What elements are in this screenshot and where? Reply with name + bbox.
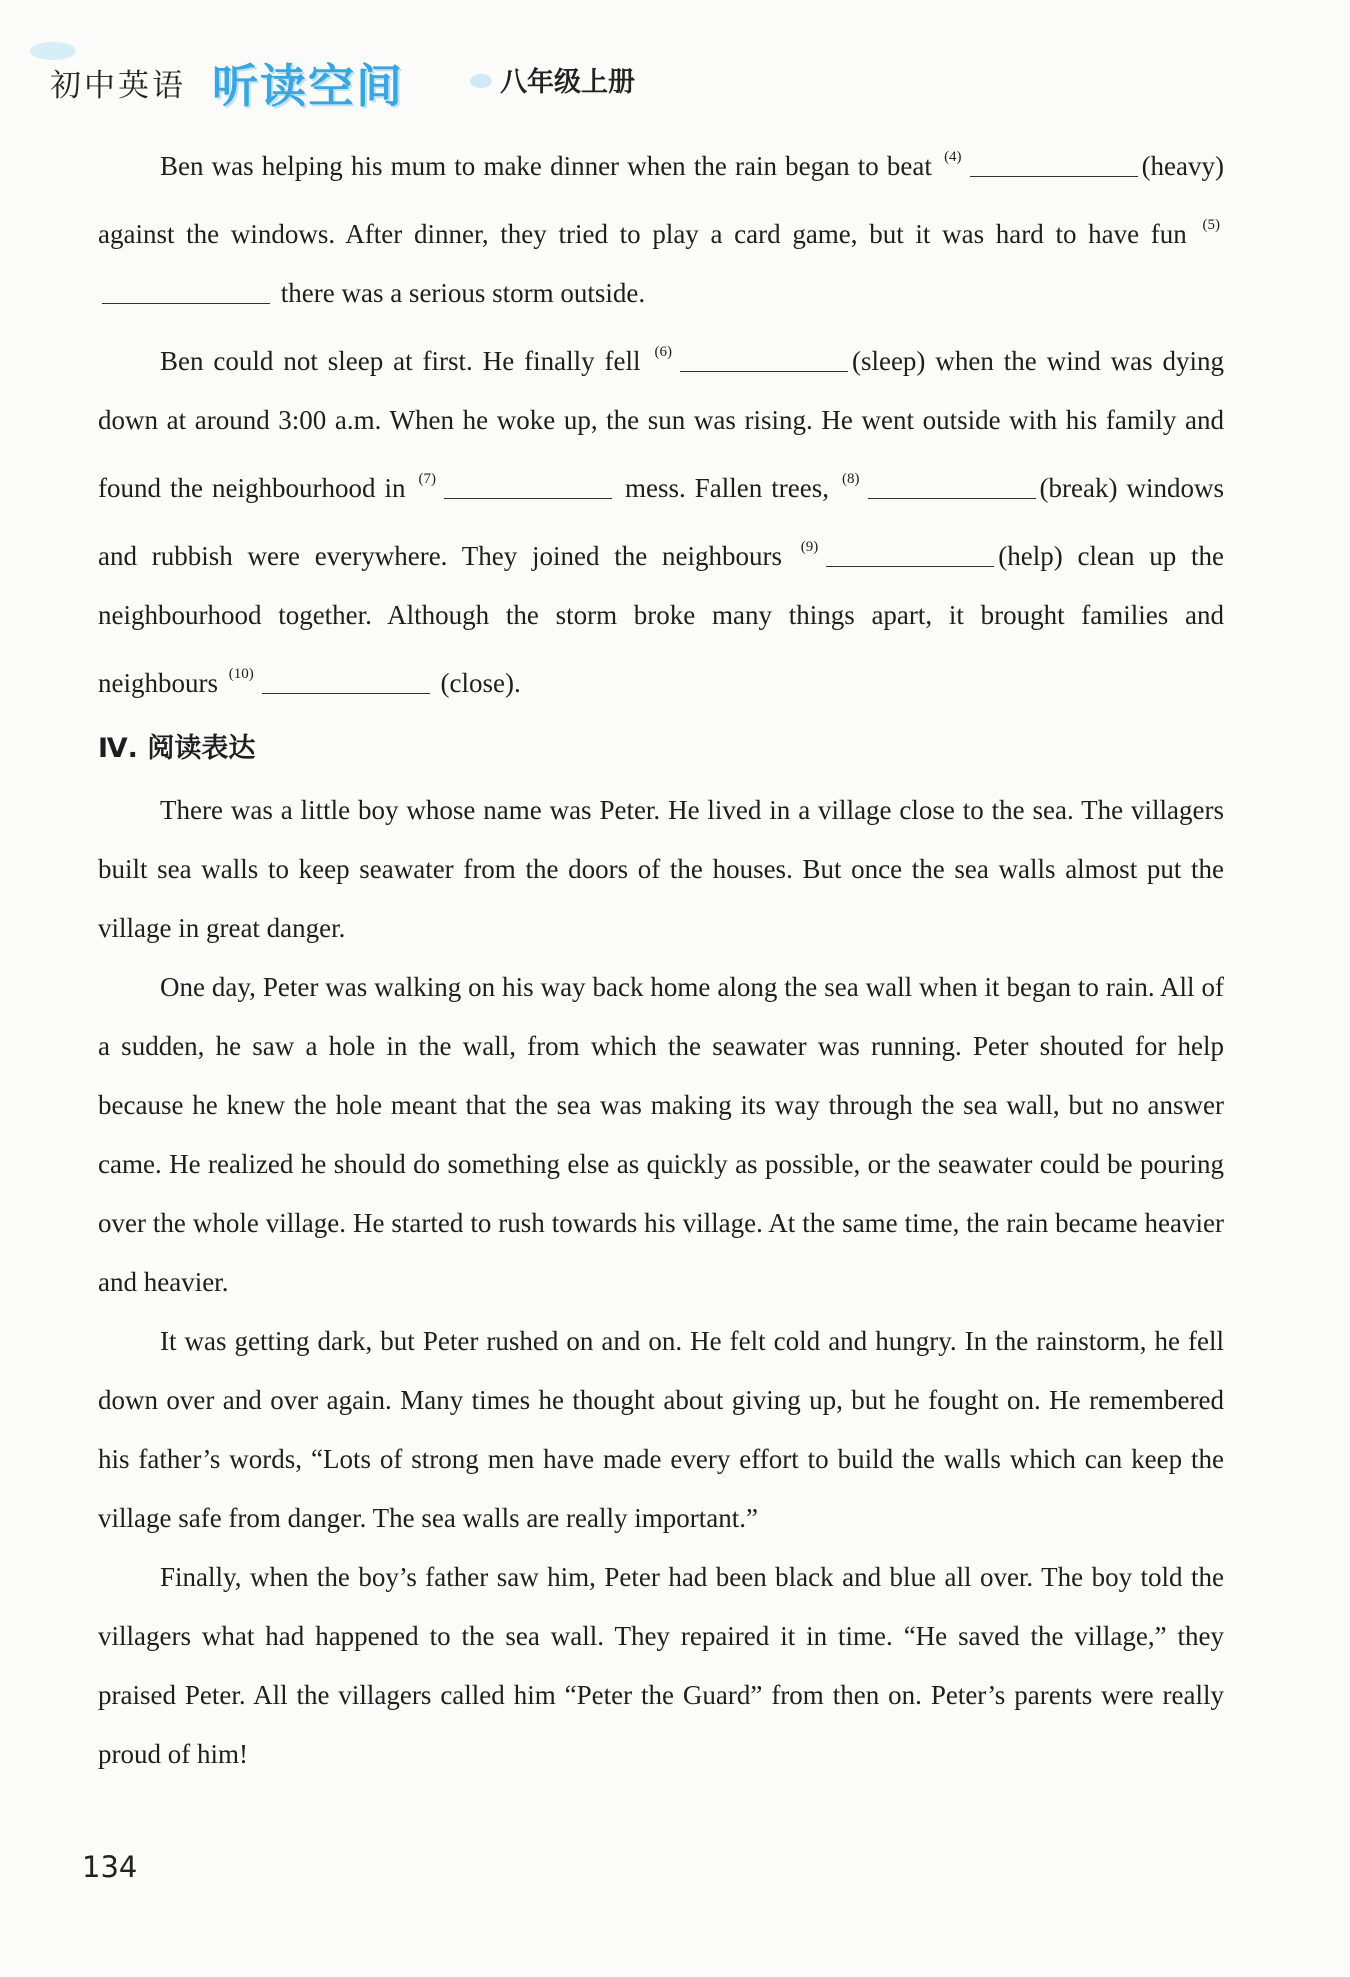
grade-label: 八年级上册 [500, 67, 635, 98]
hint-8: (break) [1039, 473, 1118, 503]
cloze-text: windows and rubbish were everywhere. They joined the neighbours [98, 473, 1225, 571]
reading-paragraph-3: It was getting dark, but Peter rushed on and on. He felt cold and hungry. In the rainstorm, he fell down over and over again. Many times he thought about giving up, but he fought on. He remembered his father’s words, “Lots of strong men have made every effort to build the walls which can keep the village safe from danger. The sea walls are really important.” [98, 1326, 1224, 1533]
cloze-text: clean up the neighbourhood together. Although the storm broke many things apart, it brought families and neighbours [98, 541, 1225, 698]
cloze-text: Ben was helping his mum to make dinner when the rain began to beat [160, 151, 932, 181]
cloze-text: against the windows. After dinner, they tried to play a card game, but it was hard to have fun [98, 219, 1187, 249]
blank-10[interactable] [262, 663, 430, 694]
reading-paragraph-4: Finally, when the boy’s father saw him, Peter had been black and blue all over. The boy told the villagers what had happened to the sea wall. They repaired it in time. “He saved the village,” they praised Peter. All the villagers called him “Peter the Guard” from then on. Peter’s parents were really proud of him! [98, 1562, 1224, 1769]
page-number: 134 [82, 1850, 138, 1884]
blank-9[interactable] [826, 536, 994, 567]
cloze-text: there was a serious storm outside. [280, 278, 646, 308]
section-4-title: Ⅳ. 阅读表达 [98, 733, 256, 764]
hint-9: (help) [998, 541, 1063, 571]
blank-number-10: (10) [228, 666, 254, 682]
cloze-paragraph-2 [98, 323, 1224, 713]
blank-number-8: (8) [842, 471, 860, 487]
cloze-text: mess. Fallen trees, [625, 473, 830, 503]
series-title: 初中英语 [50, 68, 186, 104]
blank-6[interactable] [680, 341, 848, 372]
blank-number-7: (7) [418, 471, 437, 487]
blank-5[interactable] [102, 273, 270, 304]
page-header [22, 38, 722, 113]
hint-10: (close). [440, 668, 521, 698]
reading-paragraph-1: There was a little boy whose name was Peter. He lived in a village close to the sea. The villagers built sea walls to keep seawater from the doors of the houses. But once the sea walls almost put the village in great danger. [98, 795, 1224, 943]
header-dot-decoration [470, 74, 492, 88]
blank-number-9: (9) [800, 539, 819, 555]
cloze-text: when the wind was dying down at around 3:00 a.m. When he woke up, the sun was rising. He went outside with his family and found the neighbourhood in [98, 346, 1225, 503]
blank-number-6: (6) [654, 344, 672, 360]
blank-number-4: (4) [944, 149, 962, 165]
page-content [98, 128, 1224, 1784]
cloze-paragraph-1 [98, 128, 1224, 323]
blank-4[interactable] [970, 146, 1138, 177]
blank-7[interactable] [444, 468, 612, 499]
brand-logo: 听读空间 [212, 59, 404, 113]
cloze-text: Ben could not sleep at first. He finally fell [160, 346, 641, 376]
hint-6: (sleep) [851, 346, 926, 376]
hint-4: (heavy) [1141, 151, 1225, 181]
header-bubble-decoration [30, 42, 76, 60]
blank-number-5: (5) [1202, 217, 1221, 233]
blank-8[interactable] [868, 468, 1036, 499]
reading-paragraph-2: One day, Peter was walking on his way back home along the sea wall when it began to rain. All of a sudden, he saw a hole in the wall, from which the seawater was running. Peter shouted for help because he knew the hole meant that the sea was making its way through the sea wall, but no answer came. He realized he should do something else as quickly as possible, or the seawater could be pouring over the whole village. He started to rush towards his village. At the same time, the rain became heavier and heavier. [98, 972, 1224, 1297]
